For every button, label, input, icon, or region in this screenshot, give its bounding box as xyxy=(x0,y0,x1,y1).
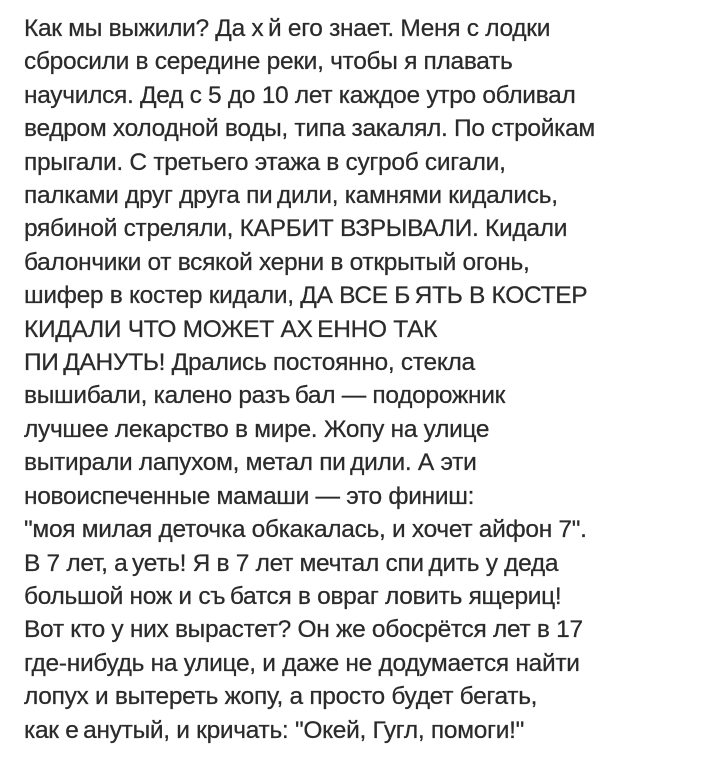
text-line: лучшее лекарство в мире. Жопу на улице xyxy=(24,415,490,443)
text-line: В 7 лет, а уеть! Я в 7 лет мечтал спи дить у деда xyxy=(24,549,559,577)
text-line: новоиспеченные мамаши — это финиш: xyxy=(24,482,475,510)
text-line: сбросили в середине реки, чтобы я плавать xyxy=(24,48,513,76)
text-line: прыгали. С третьего этажа в сугроб сигали, xyxy=(24,148,506,176)
text-line: шифер в костер кидали, ДА ВСЕ Б ЯТЬ В КОСТЕР xyxy=(24,282,588,310)
text-line: вытирали лапухом, метал пи дили. А эти xyxy=(24,449,477,477)
text-line: Вот кто у них вырастет? Он же обосрётся лет в 17 xyxy=(24,616,583,644)
post-text xyxy=(24,12,704,747)
text-line: большой нож и съ батся в овраг ловить ящериц! xyxy=(24,582,562,610)
text-line: вышибали, калено разъ бал — подорожник xyxy=(24,382,505,410)
text-line: как е анутый, и кричать: "Окей, Гугл, помоги!" xyxy=(24,716,524,744)
text-line: научился. Дед с 5 до 10 лет каждое утро обливал xyxy=(24,81,576,109)
text-line: лопух и вытереть жопу, а просто будет бегать, xyxy=(24,683,538,711)
text-line: рябиной стреляли, КАРБИТ ВЗРЫВАЛИ. Кидали xyxy=(24,215,568,243)
text-line: балончики от всякой херни в открытый огонь, xyxy=(24,248,530,276)
text-line: КИДАЛИ ЧТО МОЖЕТ АХ ЕННО ТАК xyxy=(24,315,438,343)
text-line: "моя милая деточка обкакалась, и хочет айфон 7". xyxy=(24,516,587,544)
text-line: палками друг друга пи дили, камнями кидались, xyxy=(24,182,558,210)
text-line: ведром холодной воды, типа закалял. По стройкам xyxy=(24,115,595,143)
text-line: ПИ ДАНУТЬ! Дрались постоянно, стекла xyxy=(24,349,475,377)
text-line: где-нибудь на улице, и даже не додумается найти xyxy=(24,649,580,677)
text-line: Как мы выжили? Да х й его знает. Меня с лодки xyxy=(24,15,551,42)
